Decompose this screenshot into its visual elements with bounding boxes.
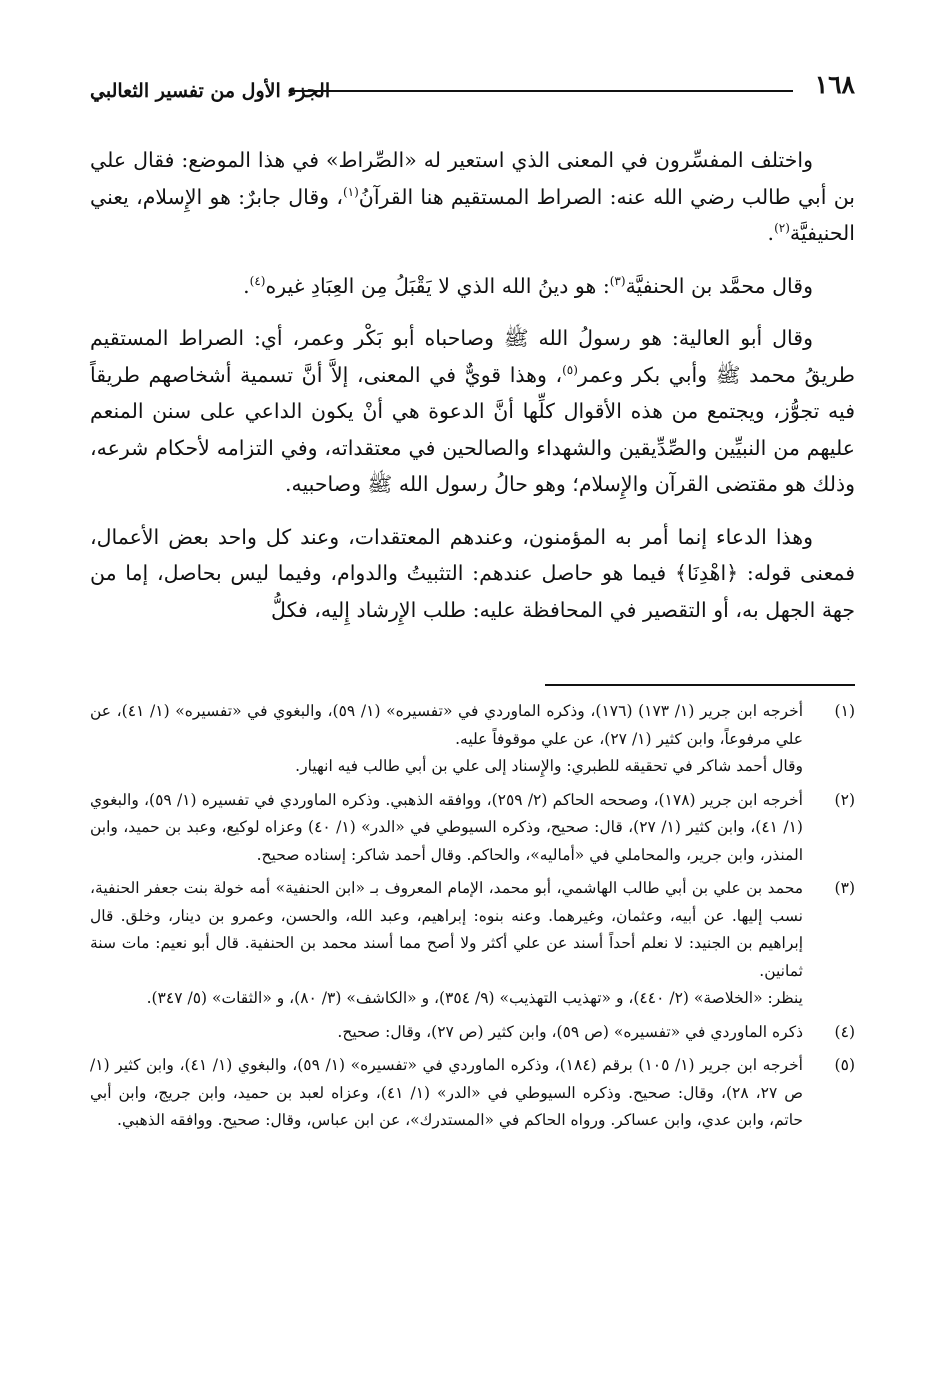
paragraph-3-text-b: ، وهذا قويٌّ في المعنى، إلاَّ أنَّ تسمية أشخاصهم طريقاً فيه تجوُّز، ويجتمع من هذه الأقوال كلِّها أنَّ الدعوة هي أنْ يكون الداعي على سنن المنعم عليهم من النبيِّين والصِّدِّيقين والشهداء والصالحين في معتقداته، وفي التزامه لأحكام شرعه، وذلك هو مقتضى القرآن والإِسلام؛ وهو حالُ رسول الله ﷺ وصاحبيه.	[90, 362, 855, 496]
footnote-line: وقال أحمد شاكر في تحقيقه للطبري: والإِسناد إلى علي بن أبي طالب فيه انهيار.	[295, 757, 803, 775]
footnote-number: (٥)	[834, 1056, 855, 1074]
paragraph-2-text-c: .	[243, 273, 250, 298]
footnotes	[90, 698, 855, 1141]
footnote-ref-1[interactable]: (١)	[342, 184, 359, 199]
paragraph-4: وهذا الدعاء إنما أمر به المؤمنون، وعندهم المعتقدات، وعند كل واحد بعض الأعمال، فمعنى قوله: ﴿اهْدِنَا﴾ فيما هو حاصل عندهم: التثبيتُ والدوام، وفيما ليس بحاصل، إما من جهة الجهل به، أو التقصير في المحافظة عليه: طلب الإِرشاد إِليه، فكلُّ	[90, 524, 855, 622]
footnote-number: (١)	[834, 702, 855, 720]
paragraph-2	[90, 268, 855, 305]
footnote-line: أخرجه ابن جرير (١/ ١٧٣) (١٧٦)، وذكره الماوردي في «تفسيره» (١/ ٥٩)، والبغوي في «تفسيره» (١/ ٤١)، عن علي مرفوعاً، وابن كثير (١/ ٢٧)، عن علي موقوفاً عليه.	[90, 702, 803, 748]
footnote-5	[90, 1052, 855, 1135]
page-number: ١٦٨	[814, 70, 855, 99]
page-header	[90, 68, 855, 108]
header-rule	[290, 90, 793, 92]
paragraph-1	[90, 142, 855, 252]
footnote-1	[90, 698, 855, 781]
paragraph-1-text-c: .	[767, 221, 775, 245]
footnote-number: (٢)	[834, 790, 855, 809]
paragraph-1-text-b: ، وقال جابرٌ: هو الإِسلام، يعني الحنيفيَّة	[90, 184, 855, 245]
main-text	[90, 142, 855, 644]
footnote-separator	[545, 684, 855, 686]
footnote-line: محمد بن علي بن أبي طالب الهاشمي، أبو محمد، الإمام المعروف بـ «ابن الحنفية» أمه خولة بنت جعفر الحنفية، نسب إليها. عن أبيه، وعثمان، وغيرهما. وعنه بنوه: إبراهيم، وعبد الله، والحسن، وعمرو بن دينار، وخلق. قال إبراهيم بن الجنيد: لا نعلم أحداً أسند عن علي أكثر ولا أصح مما أسند محمد بن الحنفية. قال أبو نعيم: مات سنة ثمانين.	[90, 879, 803, 980]
footnote-number: (٣)	[834, 879, 855, 897]
paragraph-1-text-a: واختلف المفسِّرون في المعنى الذي استعير له «الصِّراط» في هذا الموضع: فقال علي بن أبي طالب رضي الله عنه: الصراط المستقيم هنا القرآنُ	[90, 148, 855, 209]
footnote-line: ينظر: «الخلاصة» (٢/ ٤٤٠)، و «تهذيب التهذيب» (٩/ ٣٥٤)، و «الكاشف» (٣/ ٨٠)، و «الثقات» (٥/ ٣٤٧).	[146, 989, 803, 1007]
footnote-number: (٤)	[834, 1022, 855, 1041]
footnote-2	[90, 787, 855, 870]
footnote-ref-4[interactable]: (٤)	[249, 273, 266, 288]
footnote-line: أخرجه ابن جرير (١٧٨)، وصححه الحاكم (٢/ ٢٥٩)، ووافقه الذهبي. وذكره الماوردي في تفسيره (١/ ٥٩)، والبغوي (١/ ٤١)، وابن كثير (١/ ٢٧)، قال: صحيح، وذكره السيوطي في «الدر» (١/ ٤٠) وعزاه لوكيع، وعبد بن حميد، وابن المنذر، وابن جرير، والمحاملي في «أماليه»، والحاكم. وقال أحمد شاكر: إسناده صحيح.	[90, 790, 803, 864]
footnote-line: أخرجه ابن جرير (١/ ١٠٥) برقم (١٨٤)، وذكره الماوردي في «تفسيره» (١/ ٥٩)، والبغوي (١/ ٤١)، وابن كثير (١/ ص ٢٧، ٢٨)، وقال: صحيح. وذكره السيوطي في «الدر» (١/ ٤١)، وعزاه لعبد بن حميد، وابن جريج، وابن أبي حاتم، وابن عدي، وابن عساكر. ورواه الحاكم في «المستدرك»، عن ابن عباس، وقال: صحيح. ووافقه الذهبي.	[90, 1056, 804, 1129]
footnote-line: ذكره الماوردي في «تفسيره» (ص ٥٩)، وابن كثير (ص ٢٧)، وقال: صحيح.	[337, 1022, 803, 1041]
paragraph-3	[90, 320, 855, 503]
running-title: الجزء الأول من تفسير الثعالبي	[90, 80, 331, 102]
paragraph-2-text-b: : هو دينُ الله الذي لا يَقْبَلُ مِن العِبَادِ غيره	[265, 273, 610, 298]
footnote-3	[90, 875, 855, 1013]
footnote-4	[90, 1019, 855, 1047]
footnote-ref-3[interactable]: (٣)	[609, 273, 626, 288]
footnote-ref-5[interactable]: (٥)	[562, 362, 578, 377]
footnote-ref-2[interactable]: (٢)	[774, 221, 790, 236]
paragraph-2-text-a: وقال محمَّد بن الحنفيَّة	[625, 273, 813, 298]
paragraph-3-text-a: وقال أبو العالية: هو رسولُ الله ﷺ وصاحباه أبو بَكْر وعمر، أي: الصراط المستقيم طريقُ محمد ﷺ وأبي بكر وعمر	[90, 326, 855, 387]
